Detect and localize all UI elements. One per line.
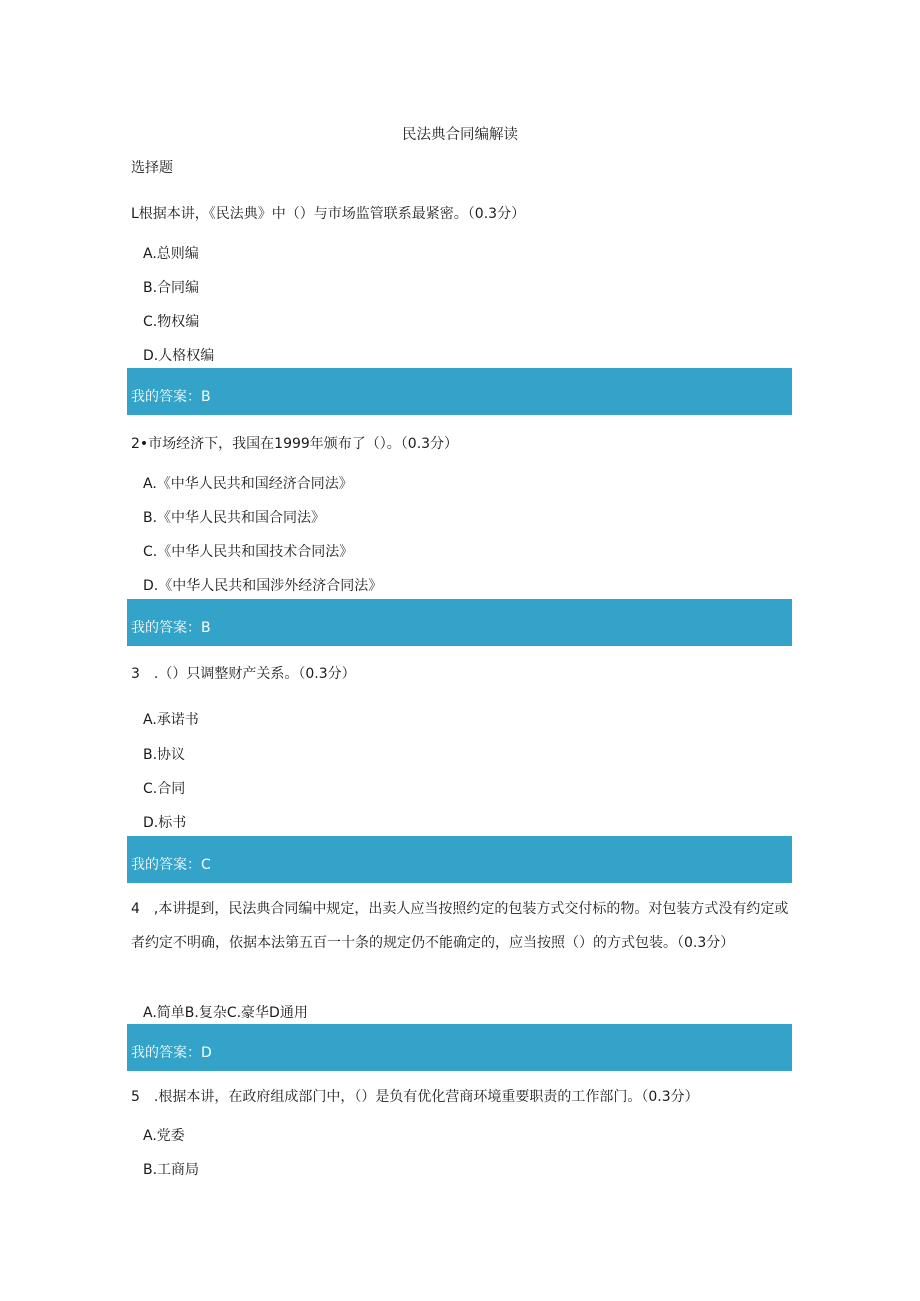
question-3-answer: 我的答案：C [131,857,211,873]
question-2-answer-bar [127,599,792,646]
question-4-option-line: A.简单B.复杂C.豪华D通用 [143,1005,308,1021]
question-4-text: 4 ,本讲提到，民法典合同编中规定，出卖人应当按照约定的包装方式交付标的物。对包装方式没有约定或者约定不明确，依据本法第五百一十条的规定仍不能确定的，应当按照（）的方式包装。（0.3分） [131,901,789,951]
section-heading: 选择题 [131,160,173,176]
question-3-option-a: A.承诺书 [143,712,199,728]
question-3-option-b: B.协议 [143,747,186,763]
question-4-answer-bar [127,1024,792,1071]
question-3-option-c: C.合同 [143,781,186,797]
question-3-answer-bar [127,836,792,883]
question-1-text: L根据本讲，《民法典》中（）与市场监管联系最紧密。（0.3分） [131,206,526,222]
document-title: 民法典合同编解读 [402,127,518,143]
question-4-answer: 我的答案：D [131,1045,212,1061]
question-3-text: 3 .（）只调整财产关系。（0.3分） [131,666,356,682]
question-5-option-a: A.党委 [143,1128,185,1144]
question-1-option-b: B.合同编 [143,280,200,296]
question-1-option-d: D.人格权编 [143,348,215,364]
question-5-option-b: B.工商局 [143,1162,200,1178]
question-1-option-c: C.物权编 [143,314,200,330]
question-2-text: 2•市场经济下，我国在1999年颁布了（）。（0.3分） [131,436,459,452]
question-3-option-d: D.标书 [143,815,187,831]
question-5-text: 5 .根据本讲，在政府组成部门中，（）是负有优化营商环境重要职责的工作部门。（0.3分） [131,1089,699,1105]
question-1-answer: 我的答案：B [131,389,211,405]
question-2-option-b: B.《中华人民共和国合同法》 [143,510,326,526]
question-1-option-a: A.总则编 [143,246,199,262]
question-2-option-a: A.《中华人民共和国经济合同法》 [143,476,353,492]
question-2-option-c: C.《中华人民共和国技术合同法》 [143,544,354,560]
question-2-answer: 我的答案：B [131,620,211,636]
question-2-option-d: D.《中华人民共和国涉外经济合同法》 [143,578,383,594]
question-1-answer-bar [127,368,792,415]
